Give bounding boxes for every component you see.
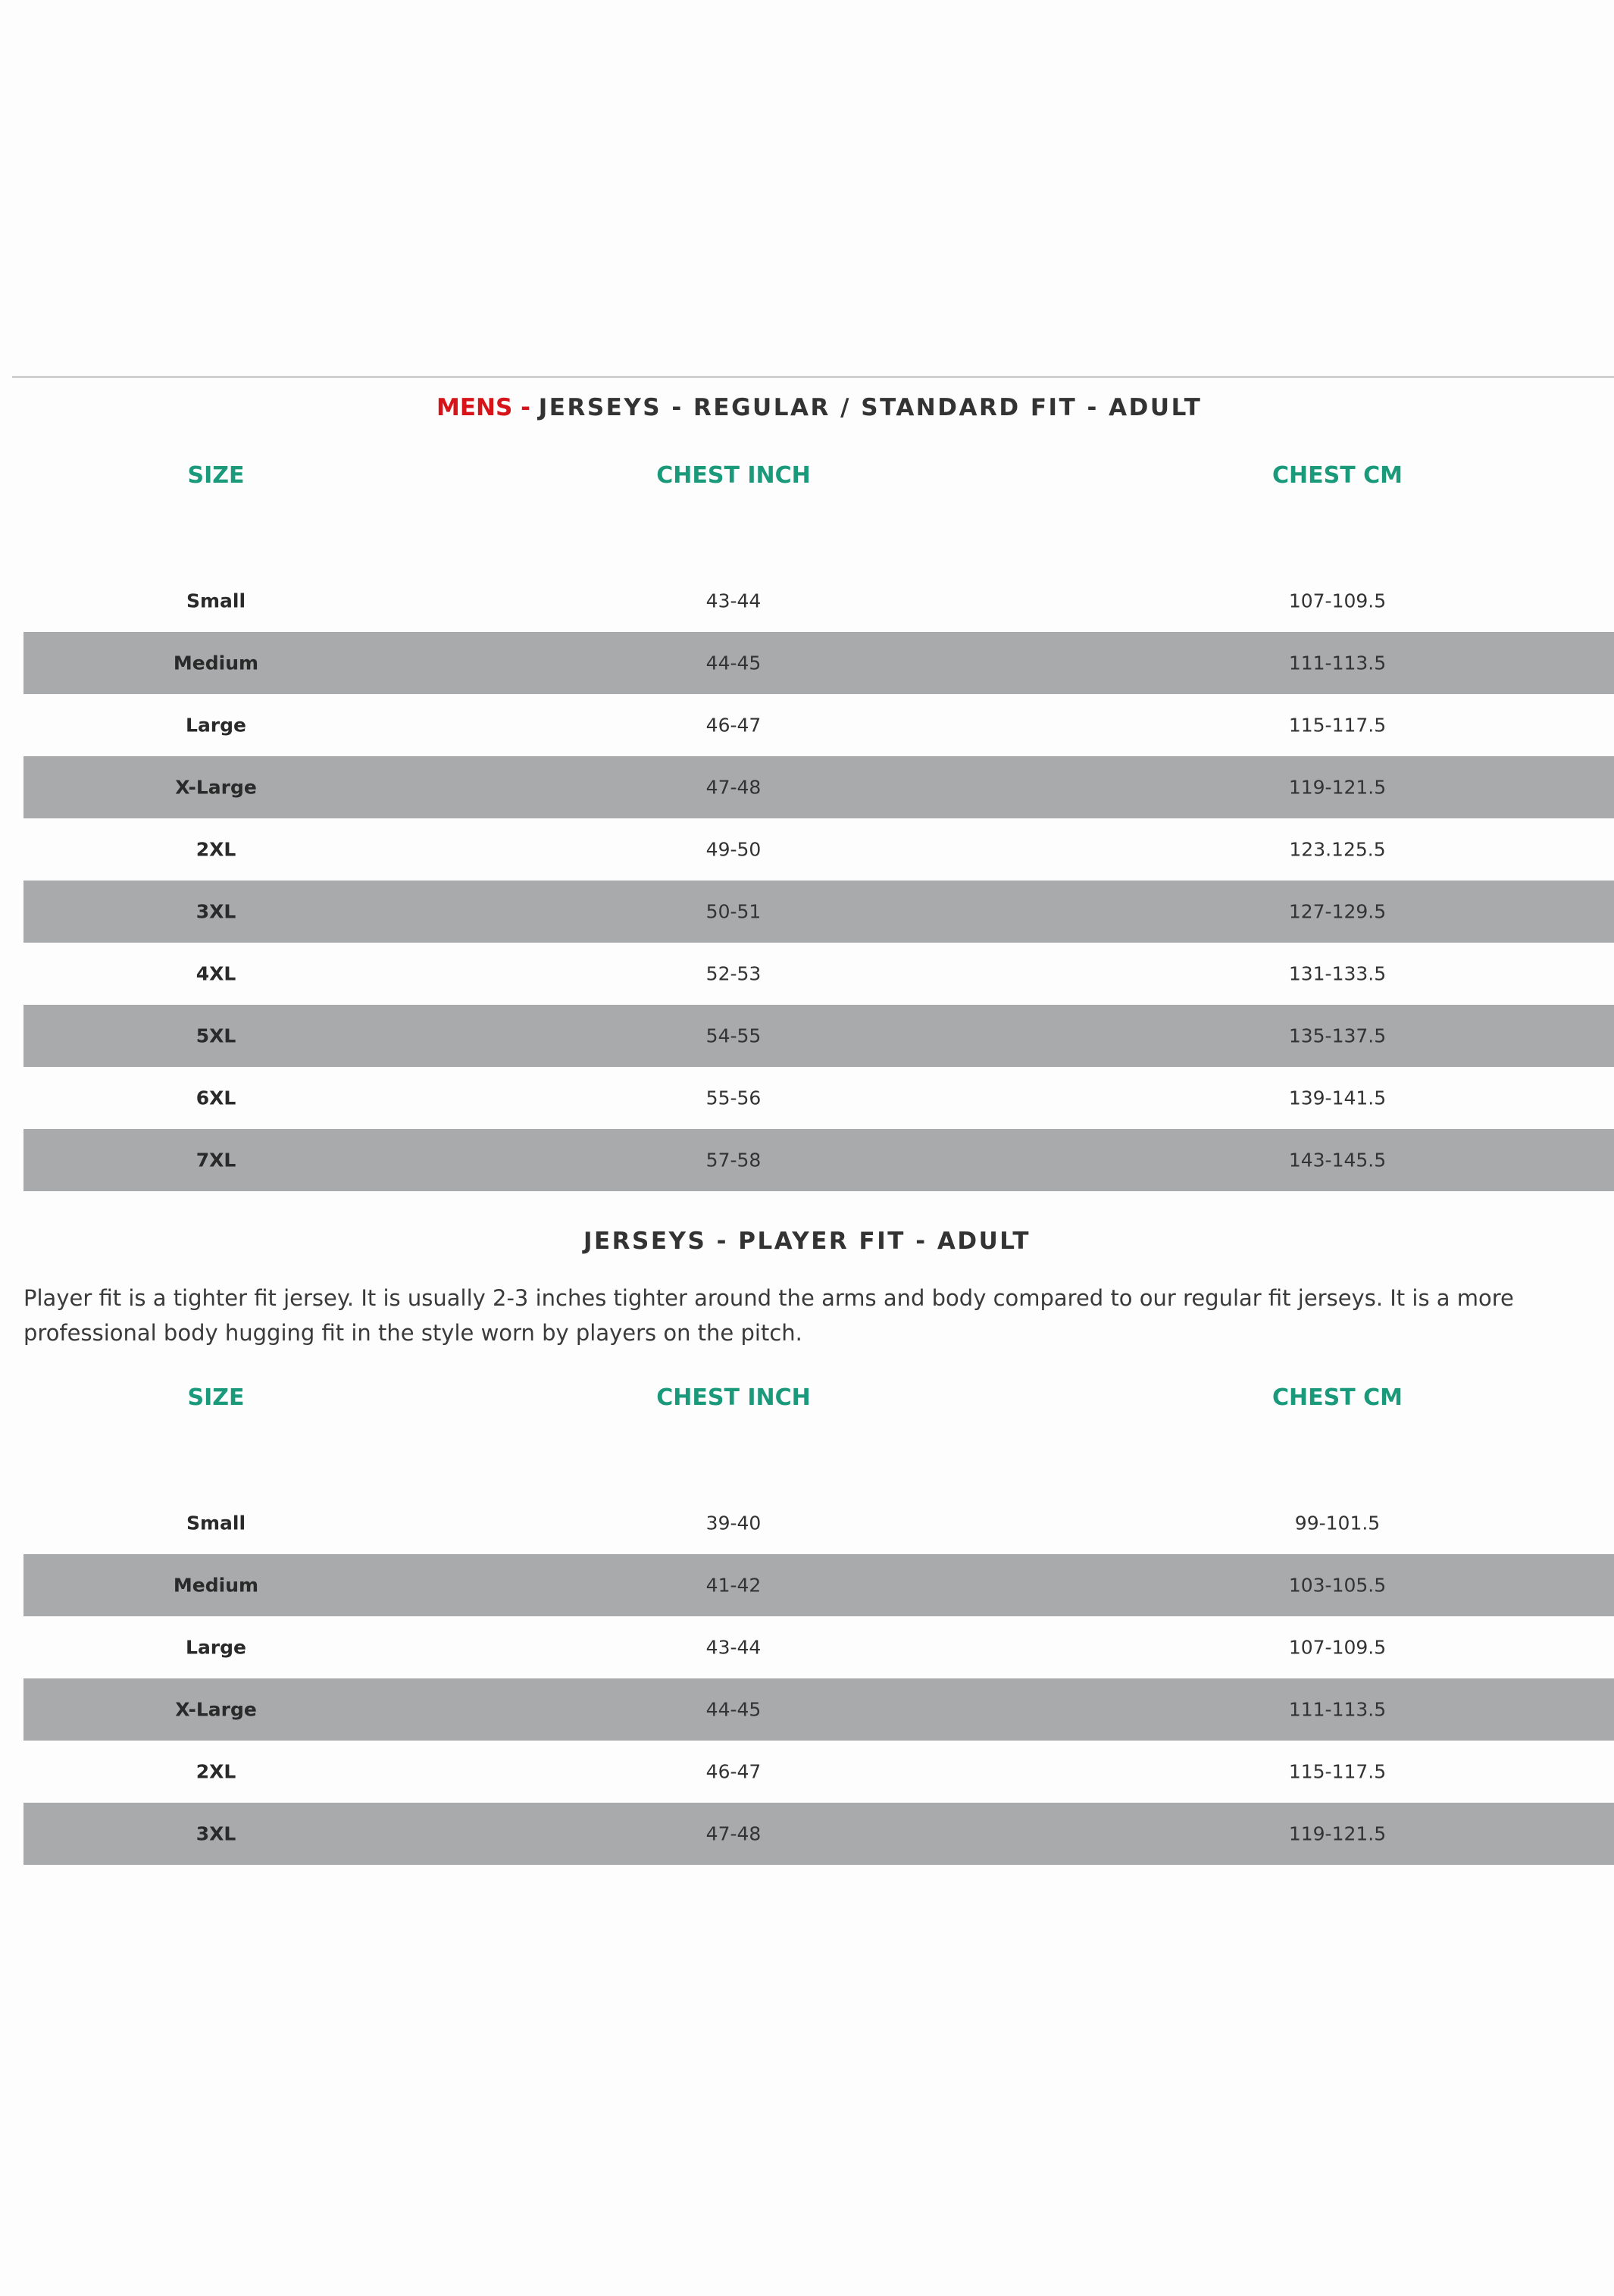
chest-cm-cell: 131-133.5 (1288, 962, 1387, 985)
chest-inch-cell: 47-48 (705, 1822, 762, 1845)
table-row (23, 1616, 1614, 1678)
size-cell: 6XL (195, 1087, 236, 1109)
chest-cm-cell: 127-129.5 (1288, 900, 1387, 923)
chest-inch-cell: 46-47 (705, 714, 762, 737)
chest-cm-cell: 115-117.5 (1288, 714, 1387, 737)
regular-fit-title-text: JERSEYS - REGULAR / STANDARD FIT - ADULT (538, 394, 1203, 421)
size-cell: 2XL (195, 838, 236, 861)
size-cell: X-Large (175, 1698, 257, 1721)
table-row (23, 1067, 1614, 1129)
chest-inch-cell: 54-55 (705, 1024, 762, 1047)
table-row (23, 756, 1614, 818)
size-cell: X-Large (175, 776, 257, 799)
size-column-header: SIZE (187, 462, 245, 489)
chest-inch-cell: 43-44 (705, 1636, 762, 1659)
chest-inch-column-header: CHEST INCH (656, 1384, 811, 1411)
size-cell: 5XL (195, 1024, 236, 1047)
chest-inch-cell: 47-48 (705, 776, 762, 799)
table-row (23, 1678, 1614, 1741)
table-row (23, 694, 1614, 756)
table-row (23, 570, 1614, 632)
chest-cm-cell: 111-113.5 (1288, 1698, 1387, 1721)
size-cell: Medium (173, 1574, 259, 1597)
chest-inch-column-header: CHEST INCH (656, 462, 811, 489)
chest-inch-cell: 41-42 (705, 1574, 762, 1597)
chest-inch-cell: 49-50 (705, 838, 762, 861)
table-row (23, 1803, 1614, 1865)
regular-fit-size-table (23, 462, 1614, 1171)
player-fit-title: JERSEYS - PLAYER FIT - ADULT (583, 1228, 1031, 1255)
chest-cm-cell: 115-117.5 (1288, 1760, 1387, 1783)
size-cell: 7XL (195, 1149, 236, 1171)
chest-inch-cell: 52-53 (705, 962, 762, 985)
chest-inch-cell: 44-45 (705, 652, 762, 674)
player-fit-description: Player fit is a tighter fit jersey. It is usually 2-3 inches tighter around the arms and body compared to our regular fit jerseys. It is a more professional body hugging fit in the style worn by players on the pitch. (23, 1285, 1514, 1346)
chest-cm-cell: 119-121.5 (1288, 1822, 1387, 1845)
chest-cm-cell: 107-109.5 (1288, 1636, 1387, 1659)
table-row (23, 1492, 1614, 1554)
chest-inch-cell: 50-51 (705, 900, 762, 923)
table-row (23, 1554, 1614, 1616)
chest-cm-column-header: CHEST CM (1271, 1384, 1403, 1411)
chest-inch-cell: 55-56 (705, 1087, 762, 1109)
chest-cm-cell: 139-141.5 (1288, 1087, 1387, 1109)
mens-label: MENS - (436, 394, 539, 421)
table-row (23, 1741, 1614, 1803)
chest-cm-cell: 107-109.5 (1288, 590, 1387, 612)
chest-cm-cell: 123.125.5 (1289, 838, 1386, 861)
regular-fit-title (436, 394, 1202, 421)
chest-inch-cell: 44-45 (705, 1698, 762, 1721)
chest-cm-cell: 99-101.5 (1294, 1512, 1381, 1534)
size-cell: 2XL (195, 1760, 236, 1783)
chest-cm-cell: 119-121.5 (1288, 776, 1387, 799)
table-row (23, 818, 1614, 881)
table-body (23, 570, 1614, 1191)
table-row (23, 632, 1614, 694)
size-column-header: SIZE (187, 1384, 245, 1411)
chest-cm-cell: 111-113.5 (1288, 652, 1387, 674)
top-divider (12, 376, 1614, 378)
table-row (23, 881, 1614, 943)
table-row (23, 1005, 1614, 1067)
table-body (23, 1492, 1614, 1865)
chest-inch-cell: 46-47 (705, 1760, 762, 1783)
chest-inch-cell: 57-58 (705, 1149, 762, 1171)
size-cell: Large (186, 1636, 246, 1659)
table-header (23, 462, 1614, 523)
size-cell: 3XL (195, 900, 236, 923)
chest-cm-column-header: CHEST CM (1271, 462, 1403, 489)
chest-cm-cell: 135-137.5 (1288, 1024, 1387, 1047)
player-fit-size-table (23, 1384, 1614, 1845)
size-cell: Small (186, 1512, 246, 1534)
chest-cm-cell: 103-105.5 (1288, 1574, 1387, 1597)
chest-inch-cell: 43-44 (705, 590, 762, 612)
size-cell: Medium (173, 652, 259, 674)
size-cell: Large (186, 714, 246, 737)
table-row (23, 943, 1614, 1005)
table-header (23, 1384, 1614, 1445)
size-cell: 3XL (195, 1822, 236, 1845)
size-cell: 4XL (195, 962, 236, 985)
chest-inch-cell: 39-40 (705, 1512, 762, 1534)
size-cell: Small (186, 590, 246, 612)
chest-cm-cell: 143-145.5 (1288, 1149, 1387, 1171)
table-row (23, 1129, 1614, 1191)
